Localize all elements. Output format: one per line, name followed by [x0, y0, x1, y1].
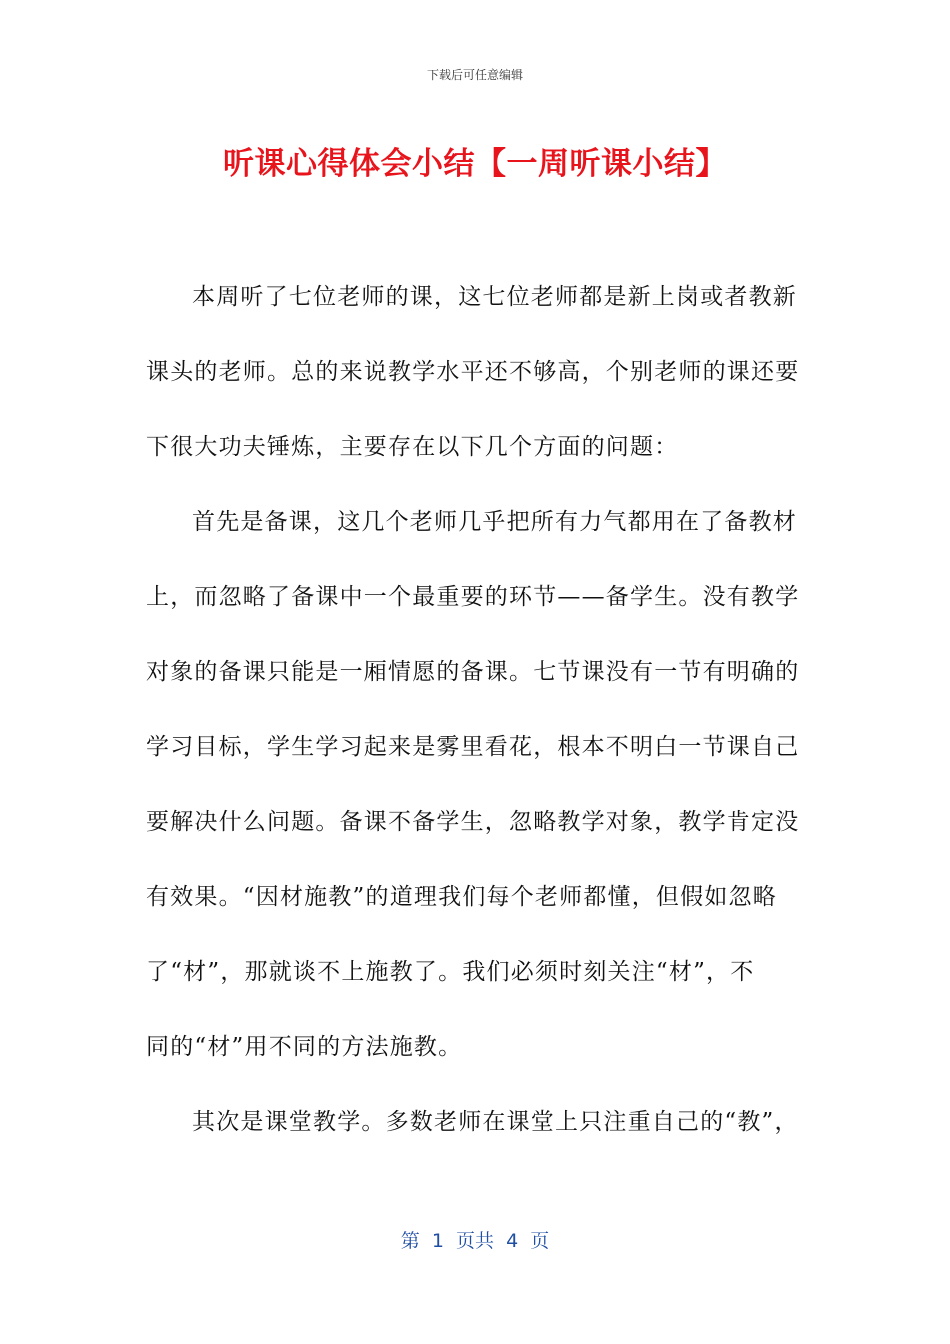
paragraph-line: 要解决什么问题。备课不备学生，忽略教学对象，教学肯定没	[146, 809, 800, 835]
paragraph-line: 首先是备课，这几个老师几乎把所有力气都用在了备教材	[192, 509, 797, 535]
paragraph-line: 同的“材”用不同的方法施教。	[146, 1034, 463, 1060]
paragraph-line: 了“材”，那就谈不上施教了。我们必须时刻关注“材”，不	[146, 959, 755, 985]
header-note: 下载后可任意编辑	[426, 68, 523, 82]
paragraph-line: 对象的备课只能是一厢情愿的备课。七节课没有一节有明确的	[146, 659, 800, 685]
paragraph-line: 有效果。“因材施教”的道理我们每个老师都懂，但假如忽略	[146, 884, 777, 910]
document-body	[146, 260, 806, 1160]
paragraph-line: 学习目标，学生学习起来是雾里看花，根本不明白一节课自己	[146, 734, 800, 760]
document-title: 听课心得体会小结【一周听课小结】	[223, 146, 727, 182]
paragraph-line: 本周听了七位老师的课，这七位老师都是新上岗或者教新	[192, 284, 797, 310]
paragraph-line: 下很大功夫锤炼，主要存在以下几个方面的问题：	[146, 434, 679, 460]
paragraph-line: 课头的老师。总的来说教学水平还不够高，个别老师的课还要	[146, 359, 800, 385]
page-number-footer: 第 1 页共 4 页	[400, 1230, 550, 1252]
paragraph-line: 上，而忽略了备课中一个最重要的环节——备学生。没有教学	[146, 584, 800, 610]
paragraph-line: 其次是课堂教学。多数老师在课堂上只注重自己的“教”，	[192, 1109, 799, 1135]
